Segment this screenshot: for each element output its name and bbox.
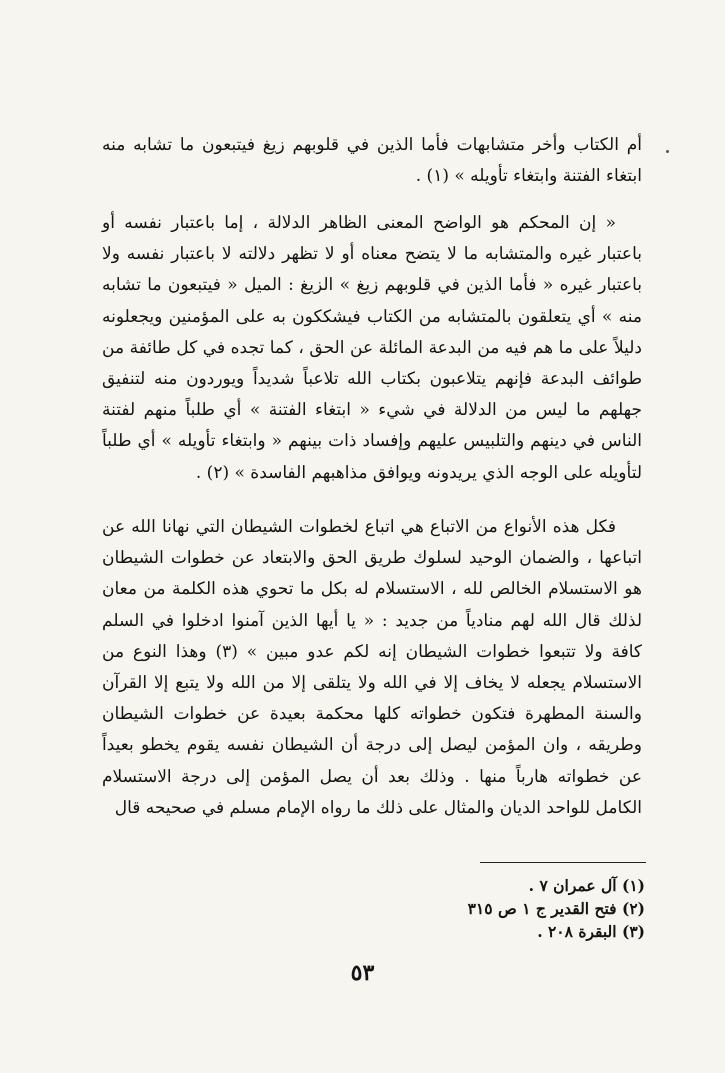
paragraph-text: أم الكتاب وأخر متشابهات فأما الذين في قلوبهم زيغ فيتبعون ما تشابه منه ابتغاء الفتنة وابتغاء تأويله » (١) . (102, 135, 642, 187)
footnote-divider (480, 862, 646, 863)
footnote-2: (٢) فتح القدير ج ١ ص ٣١٥ (467, 899, 645, 918)
body-paragraph-2 (102, 208, 642, 489)
footnote-1: (١) آل عمران ٧ . (528, 876, 645, 895)
body-paragraph-3 (102, 512, 642, 824)
print-speck (666, 150, 669, 153)
footnote-3: (٣) البقرة ٢٠٨ . (537, 922, 645, 941)
page-number: ٥٣ (350, 960, 375, 986)
body-paragraph-1 (102, 130, 642, 192)
paragraph-text: فكل هذه الأنواع من الاتباع هي اتباع لخطوات الشيطان التي نهانا الله عن اتباعها ، والضمان الوحيد لسلوك طريق الحق والابتعاد عن خطوات الشيطان هو الاستسلام الخالص لله ، الاستسلام له بكل ما تحوي هذه الكلمة من معان لذلك قال الله لهم منادياً من جديد : « يا أيها الذين آمنوا ادخلوا في السلم كافة ولا تتبعوا خطوات الشيطان إنه لكم عدو مبين » (٣) وهذا النوع من الاستسلام يجعله لا يخاف إلا في الله ولا يتلقى إلا من الله ولا يتبع إلا القرآن والسنة المطهرة فتكون خطواته كلها محكمة بعيدة عن خطوات الشيطان وطريقه ، وان المؤمن ليصل إلى درجة أن الشيطان نفسه يقوم يخطو بعيداً عن خطواته هارباً منها . وذلك بعد أن يصل المؤمن إلى درجة الاستسلام الكامل للواحد الديان والمثال على ذلك ما رواه الإمام مسلم في صحيحه قال (102, 517, 643, 818)
footnotes (468, 874, 645, 943)
paragraph-text: « إن المحكم هو الواضح المعنى الظاهر الدلالة ، إما باعتبار نفسه أو باعتبار غيره والمتشابه ما لا يتضح معناه أو لا تظهر دلالته لا باعتبار نفسه ولا باعتبار غيره « فأما الذين في قلوبهم زيغ » الزيغ : الميل « فيتبعون ما تشابه منه » أي يتعلقون بالمتشابه من الكتاب فيشككون به على المؤمنين ويجعلونه دليلاً على ما هم فيه من البدعة المائلة عن الحق ، كما تجده في كل طائفة من طوائف البدعة فإنهم يتلاعبون بكتاب الله تلاعباً شديداً ويوردون منه لتنفيق جهلهم ما ليس من الدلالة في شيء « ابتغاء الفتنة » أي طلباً منهم لفتنة الناس في دينهم والتلبيس عليهم وإفساد ذات بينهم « وابتغاء تأويله » أي طلباً لتأويله على الوجه الذي يريدونه ويوافق مذاهبهم الفاسدة » (٢) . (102, 213, 642, 483)
